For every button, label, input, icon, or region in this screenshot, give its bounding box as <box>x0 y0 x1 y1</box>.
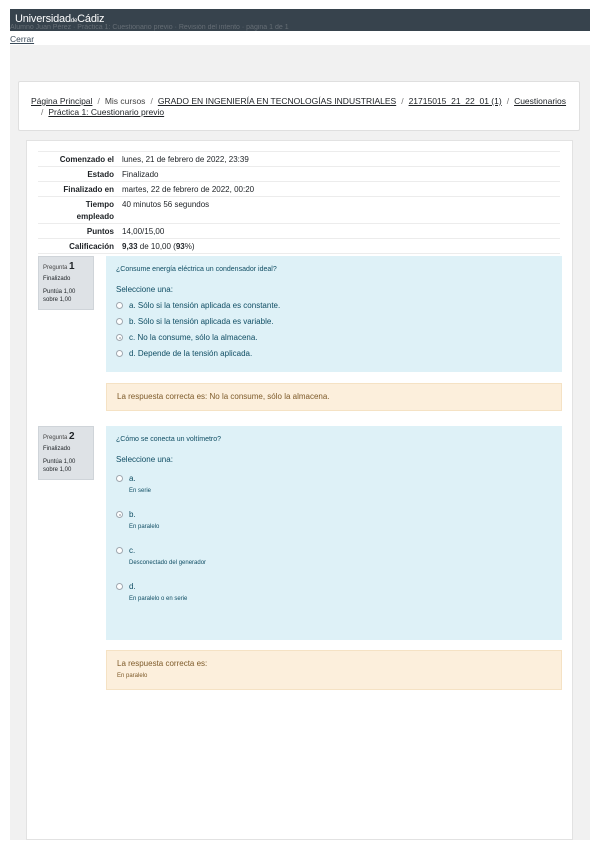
option-label: b. Sólo si la tensión aplicada es variable. <box>129 317 274 326</box>
summary-row-state <box>38 167 560 182</box>
correct-answer-text: La respuesta correcta es: <box>117 659 208 668</box>
breadcrumb-separator: / <box>41 107 44 117</box>
correct-answer-value: En paralelo <box>117 673 148 679</box>
option-letter: b. <box>129 510 136 519</box>
radio-icon[interactable] <box>116 302 123 309</box>
summary-value: lunes, 21 de febrero de 2022, 23:39 <box>122 155 249 164</box>
correct-answer-text: La respuesta correcta es: No la consume, sólo la almacena. <box>117 392 330 401</box>
summary-label: Tiempo empleado <box>76 200 114 221</box>
question-state: Finalizado <box>43 446 71 452</box>
radio-icon[interactable] <box>116 318 123 325</box>
question-word: Pregunta <box>43 435 68 441</box>
summary-value <box>114 241 195 253</box>
summary-row-started <box>38 151 560 167</box>
answer-option-a[interactable] <box>116 474 552 494</box>
brand-main: Universidad <box>15 13 71 25</box>
question-grade <box>43 288 89 304</box>
question-word: Pregunta <box>43 265 68 271</box>
brand-end: Cádiz <box>77 13 105 25</box>
summary-label: Finalizado en <box>63 185 114 194</box>
breadcrumb-separator: / <box>97 96 100 106</box>
grade-line: sobre 1,00 <box>43 297 72 303</box>
breadcrumb-quiz[interactable]: Práctica 1: Cuestionario previo <box>48 107 165 117</box>
option-label: a. Sólo si la tensión aplicada es constante. <box>129 301 281 310</box>
summary-row-marks <box>38 224 560 239</box>
brand-small: de <box>70 18 78 24</box>
question-1-info <box>38 256 94 310</box>
question-text: ¿Consume energía eléctrica un condensador ideal? <box>116 266 277 273</box>
radio-icon[interactable] <box>116 583 123 590</box>
breadcrumb-home[interactable]: Página Principal <box>31 96 93 106</box>
answer-option-b[interactable] <box>116 510 552 530</box>
question-number: 1 <box>69 261 75 272</box>
summary-label: Puntos <box>86 227 114 236</box>
breadcrumb-degree[interactable]: GRADO EN INGENIERÍA EN TECNOLOGÍAS INDUSTRIALES <box>157 96 397 106</box>
question-1-feedback <box>106 383 562 411</box>
faded-header-text: Alumno Juan Pérez · Práctica 1: Cuestionario previo · Revisión del intento · página 1 de 1 <box>10 24 289 31</box>
breadcrumb <box>18 81 580 131</box>
breadcrumb-quizzes[interactable]: Cuestionarios <box>514 96 567 106</box>
grade-line: Puntúa 1,00 <box>43 459 76 465</box>
option-label: c. No la consume, sólo la almacena. <box>129 333 258 342</box>
summary-row-grade <box>38 239 560 254</box>
grade-percent: 93 <box>175 242 185 251</box>
breadcrumb-my-courses: Mis cursos <box>104 96 146 106</box>
option-text: En paralelo o en serie <box>129 596 188 602</box>
question-number: 2 <box>69 431 75 442</box>
answer-option-d[interactable] <box>116 582 552 602</box>
breadcrumb-separator: / <box>401 96 404 106</box>
summary-value: 40 minutos 56 segundos <box>122 200 210 209</box>
option-letter: a. <box>129 474 136 483</box>
summary-row-finished <box>38 182 560 197</box>
question-grade <box>43 458 89 474</box>
summary-label: Calificación <box>69 242 114 251</box>
summary-value: Finalizado <box>122 170 159 179</box>
summary-label: Comenzado el <box>59 155 114 164</box>
summary-label: Estado <box>87 170 114 179</box>
radio-icon[interactable] <box>116 547 123 554</box>
question-prompt: Seleccione una: <box>116 285 173 294</box>
option-text: En paralelo <box>129 524 160 530</box>
question-state: Finalizado <box>43 276 71 282</box>
summary-value: martes, 22 de febrero de 2022, 00:20 <box>122 185 255 194</box>
summary-row-time-taken <box>38 197 560 224</box>
radio-icon[interactable] <box>116 475 123 482</box>
grade-end: %) <box>184 242 195 251</box>
option-text: En serie <box>129 488 152 494</box>
answer-option-c[interactable] <box>116 546 552 566</box>
option-letter: d. <box>129 582 136 591</box>
grade-line: Puntúa 1,00 <box>43 289 76 295</box>
attempt-summary-table <box>38 151 560 254</box>
answer-option-d[interactable] <box>116 349 552 358</box>
grade-rest: de 10,00 ( <box>137 242 176 251</box>
radio-selected-icon[interactable] <box>116 511 123 518</box>
grade-value: 9,33 <box>122 242 138 251</box>
radio-icon[interactable] <box>116 350 123 357</box>
answer-option-a[interactable] <box>116 301 552 310</box>
radio-selected-icon[interactable] <box>116 334 123 341</box>
answer-option-b[interactable] <box>116 317 552 326</box>
summary-value: 14,00/15,00 <box>122 227 165 236</box>
close-link[interactable]: Cerrar <box>10 34 35 44</box>
option-letter: c. <box>129 546 136 555</box>
question-prompt: Seleccione una: <box>116 455 173 464</box>
question-2-content <box>106 426 562 640</box>
breadcrumb-separator: / <box>150 96 153 106</box>
breadcrumb-separator: / <box>506 96 510 106</box>
answer-option-c[interactable] <box>116 333 552 342</box>
question-text: ¿Cómo se conecta un voltímetro? <box>116 436 222 443</box>
question-2-info <box>38 426 94 480</box>
grade-line: sobre 1,00 <box>43 467 72 473</box>
option-text: Desconectado del generador <box>129 560 207 566</box>
breadcrumb-course[interactable]: 21715015_21_22_01 (1) <box>408 96 502 106</box>
question-2-feedback <box>106 650 562 690</box>
option-label: d. Depende de la tensión aplicada. <box>129 349 253 358</box>
question-1-content <box>106 256 562 372</box>
